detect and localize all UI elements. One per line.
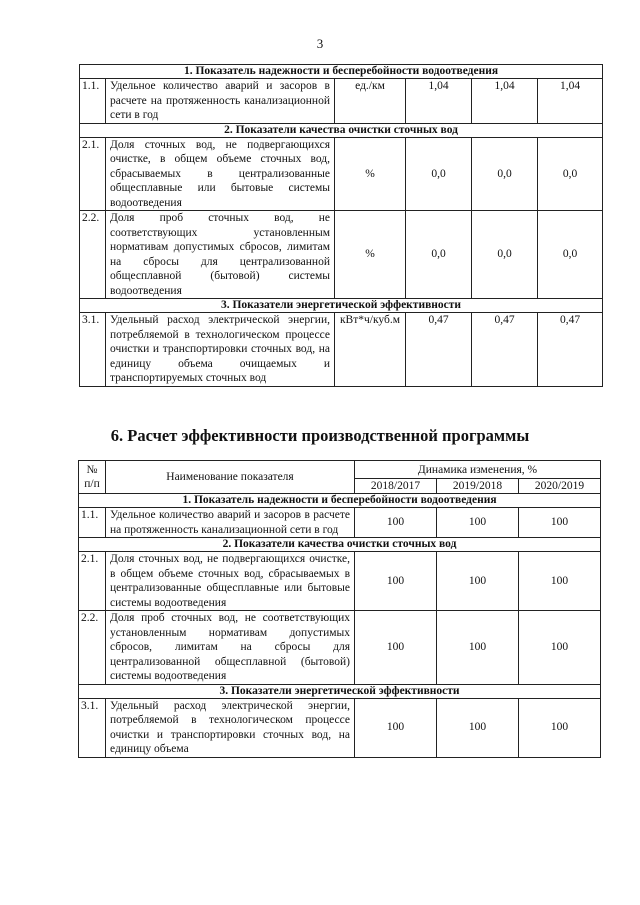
value-cell: 100 [355,698,437,757]
year-header: 2018/2017 [355,478,437,494]
number-header [79,461,106,494]
value-cell: 0,0 [472,137,538,211]
indicator-name: Удельное количество аварий и засоров в расчете на протяженность канализационной сети в год [106,508,355,538]
indicator-name: Доля сточных вод, не подвергающихся очистке, в общем объеме сточных вод, сбрасываемых в централизованные общесплавные или бытовые системы водоотведения [106,552,355,611]
table-row [79,611,601,685]
section-title: 2. Показатели качества очистки сточных вод [79,538,601,552]
value-cell: 100 [355,611,437,685]
value-cell: 100 [519,698,601,757]
table-row [80,313,603,387]
value-cell: 0,0 [406,137,472,211]
value-cell: 100 [355,508,437,538]
value-cell: 100 [437,698,519,757]
section-row [79,684,601,698]
dynamics-header: Динамика изменения, % [355,461,601,479]
section-title: 1. Показатель надежности и бесперебойности водоотведения [80,65,603,79]
value-cell: 100 [519,508,601,538]
value-cell: 100 [437,508,519,538]
value-cell: 0,0 [538,211,603,299]
value-cell: 100 [355,552,437,611]
value-cell: 1,04 [472,79,538,124]
value-cell: 1,04 [538,79,603,124]
unit-cell: ед./км [335,79,406,124]
indicator-name: Доля проб сточных вод, не соответствующих установленным нормативам допустимых сбросов, лимитам на сбросы для централизованной общесплавной (бытовой) системы водоотведения [106,211,335,299]
value-cell: 1,04 [406,79,472,124]
value-cell: 0,0 [406,211,472,299]
value-cell: 0,0 [538,137,603,211]
section-row [79,494,601,508]
unit-cell: % [335,137,406,211]
value-cell: 100 [519,611,601,685]
indicator-name: Удельный расход электрической энергии, потребляемой в технологическом процессе очистки и транспортировки сточных вод, на единицу объема [106,698,355,757]
section-title: 1. Показатель надежности и бесперебойности водоотведения [79,494,601,508]
value-cell: 0,47 [472,313,538,387]
unit-cell: % [335,211,406,299]
year-header: 2019/2018 [437,478,519,494]
name-header: Наименование показателя [106,461,355,494]
number-header-line2: п/п [84,478,100,490]
section-title: 3. Показатели энергетической эффективности [80,299,603,313]
number-header-line1: № [86,464,98,476]
table-row [79,698,601,757]
value-cell: 0,47 [538,313,603,387]
table-row [79,552,601,611]
unit-cell: кВт*ч/куб.м [335,313,406,387]
row-number: 2.1. [79,552,106,611]
indicator-name: Удельное количество аварий и засоров в расчете на протяженность канализационной сети в год [106,79,335,124]
row-number: 2.2. [79,611,106,685]
indicator-name: Удельный расход электрической энергии, потребляемой в технологическом процессе очистки и транспортировки сточных вод, на единицу объема очищаемых и транспортируемых сточных вод [106,313,335,387]
value-cell: 100 [437,552,519,611]
table-row [80,211,603,299]
row-number: 3.1. [79,698,106,757]
section-title: 2. Показатели качества очистки сточных вод [80,123,603,137]
section-heading: 6. Расчет эффективности производственной программы [110,426,530,445]
table-row [80,79,603,124]
year-header: 2020/2019 [519,478,601,494]
section-row [80,123,603,137]
indicator-name: Доля сточных вод, не подвергающихся очистке, в общем объеме сточных вод, сбрасываемых в централизованные общесплавные или бытовые системы водоотведения [106,137,335,211]
value-cell: 100 [519,552,601,611]
section-row [80,65,603,79]
row-number: 3.1. [80,313,106,387]
section-row [79,538,601,552]
value-cell: 0,47 [406,313,472,387]
table-row [79,508,601,538]
indicators-table [79,64,603,387]
row-number: 1.1. [79,508,106,538]
value-cell: 0,0 [472,211,538,299]
efficiency-table [78,460,601,758]
row-number: 1.1. [80,79,106,124]
value-cell: 100 [437,611,519,685]
page-number: 3 [316,36,324,51]
section-title: 3. Показатели энергетической эффективности [79,684,601,698]
section-row [80,299,603,313]
header-row [79,461,601,479]
row-number: 2.2. [80,211,106,299]
table-row [80,137,603,211]
row-number: 2.1. [80,137,106,211]
indicator-name: Доля проб сточных вод, не соответствующих установленным нормативам допустимых сбросов, лимитам на сбросы для централизованной общесплавной (бытовой) системы водоотведения [106,611,355,685]
